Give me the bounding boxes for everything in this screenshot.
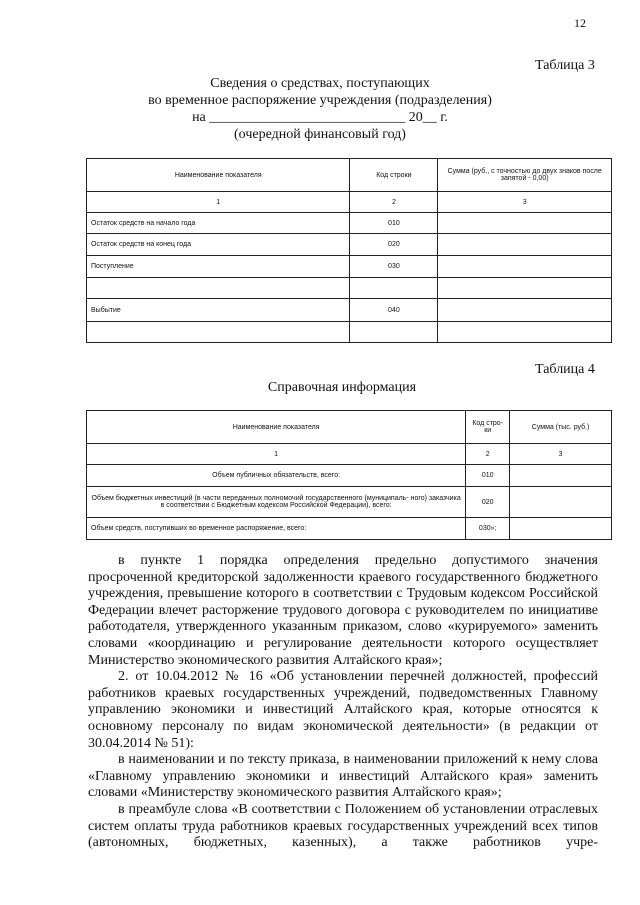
table3-header-name: Наименование показателя bbox=[87, 159, 350, 192]
table3-header-code: Код строки bbox=[350, 159, 438, 192]
row-code: 040 bbox=[350, 299, 438, 322]
table-row bbox=[87, 487, 612, 518]
row-sum bbox=[438, 256, 612, 278]
table4 bbox=[86, 410, 612, 540]
paragraph: в преамбуле слова «В соответствии с Положением об установлении отраслевых систем оплаты труда работников краевых государственных учреждений всех типов (автономных, бюджетных, казенных), а также работников учре- bbox=[88, 801, 598, 851]
row-code bbox=[350, 278, 438, 299]
paragraph: в наименовании и по тексту приказа, в наименовании приложений к нему слова «Главному управлению экономики и инвестиций Алтайского края» заменить словами «Министерству экономического развития Алтайского края»; bbox=[88, 752, 598, 801]
table-row bbox=[87, 278, 612, 299]
row-name: Выбытие bbox=[87, 299, 350, 322]
row-code: 030»; bbox=[466, 518, 510, 540]
row-sum bbox=[510, 487, 612, 518]
row-sum bbox=[438, 234, 612, 256]
row-name bbox=[87, 322, 350, 343]
row-sum bbox=[438, 299, 612, 322]
table-row bbox=[87, 465, 612, 487]
row-sum bbox=[510, 465, 612, 487]
body-text bbox=[88, 553, 598, 852]
row-name: Поступление bbox=[87, 256, 350, 278]
row-name: Объем средств, поступивших во временное распоряжение, всего: bbox=[87, 518, 466, 540]
row-sum bbox=[438, 213, 612, 234]
table4-number-cell: 3 bbox=[510, 444, 612, 465]
table3-title-line1: Сведения о средствах, поступающих bbox=[210, 76, 430, 91]
table3-number-cell: 1 bbox=[87, 192, 350, 213]
table-row bbox=[87, 299, 612, 322]
table4-header-sum: Сумма (тыс. руб.) bbox=[510, 411, 612, 444]
table4-label: Таблица 4 bbox=[535, 362, 595, 377]
table3-header-sum: Сумма (руб., с точностью до двух знаков после запятой - 0,00) bbox=[438, 159, 612, 192]
row-sum bbox=[438, 278, 612, 299]
row-code: 010 bbox=[350, 213, 438, 234]
table-row bbox=[87, 234, 612, 256]
table4-title: Справочная информация bbox=[267, 380, 417, 395]
table3-title-line2: во временное распоряжение учреждения (подразделения) bbox=[148, 93, 492, 108]
table4-header-name: Наименование показателя bbox=[87, 411, 466, 444]
row-name: Объем публичных обязательств, всего: bbox=[87, 465, 466, 487]
row-name: Остаток средств на конец года bbox=[87, 234, 350, 256]
table4-number-cell: 1 bbox=[87, 444, 466, 465]
row-code bbox=[350, 322, 438, 343]
table3-title-line3: на ____________________________ 20__ г. bbox=[192, 110, 448, 125]
table3 bbox=[86, 158, 612, 343]
row-code: 020 bbox=[350, 234, 438, 256]
table-row bbox=[87, 518, 612, 540]
table4-number-cell: 2 bbox=[466, 444, 510, 465]
row-code: 030 bbox=[350, 256, 438, 278]
table-row bbox=[87, 322, 612, 343]
table-row bbox=[87, 256, 612, 278]
table3-number-cell: 2 bbox=[350, 192, 438, 213]
row-name bbox=[87, 278, 350, 299]
table3-title-line4: (очередной финансовый год) bbox=[234, 127, 406, 142]
page-number: 12 bbox=[574, 16, 586, 30]
table-row bbox=[87, 213, 612, 234]
table3-number-cell: 3 bbox=[438, 192, 612, 213]
row-name: Объем бюджетных инвестиций (в части переданных полномочий государственного (муниципаль- ного) заказчика в соответствии с Бюджетным кодексом Российской Федерации), всего: bbox=[87, 487, 466, 518]
row-name: Остаток средств на начало года bbox=[87, 213, 350, 234]
table4-header-code: Код стро- ки bbox=[466, 411, 510, 444]
paragraph: 2. от 10.04.2012 № 16 «Об установлении перечней должностей, профессий работников краевых государственных учреждений, подведомственных Главному управлению экономики и инвестиций Алтайского края, которые относятся к основному персоналу по видам экономической деятельности» (в редакции от 30.04.2014 № 51): bbox=[88, 669, 598, 751]
paragraph: в пункте 1 порядка определения предельно допустимого значения просроченной кредиторской задолженности краевого государственного бюджетного учреждения, превышение которого в соответствии с Трудовым кодексом Российской Федерации влечет расторжение трудового договора с руководителем по инициативе работодателя, утвержденного указанным приказом, слово «курируемого» заменить словами «координацию и регулирование деятельности которого осуществляет Министерство экономического развития Алтайского края»; bbox=[88, 553, 598, 668]
table3-label: Таблица 3 bbox=[535, 58, 595, 73]
row-code: 010 bbox=[466, 465, 510, 487]
row-sum bbox=[510, 518, 612, 540]
row-sum bbox=[438, 322, 612, 343]
row-code: 020 bbox=[466, 487, 510, 518]
